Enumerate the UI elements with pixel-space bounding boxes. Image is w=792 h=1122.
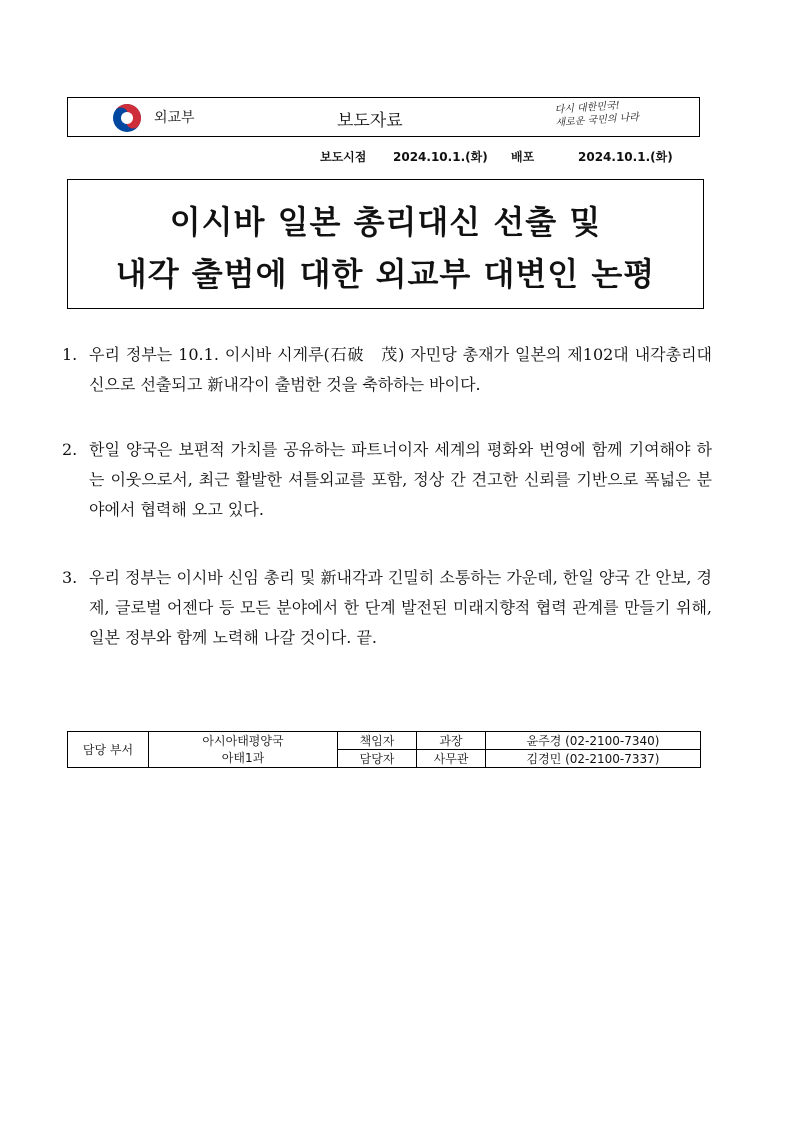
dept-label-cell: 담당 부서 [68,732,149,768]
paragraph-number: 3. [62,568,78,587]
paragraph-3 [62,563,712,653]
paragraph-1 [62,340,712,400]
release-time-value: 2024.10.1.(화) [393,150,488,164]
slogan-line-1: 다시 대한민국! [554,100,621,116]
dept-name-cell [149,732,338,768]
dept-line-1: 아시아태평양국 [202,733,284,748]
doc-type: 보도자료 [337,111,403,131]
role-cell: 담당자 [338,750,417,768]
slogan-line-2: 새로운 국민의 나라 [555,112,640,129]
contact-table [67,731,701,768]
header-box [67,97,700,137]
distribution-label: 배포 [511,150,535,164]
role-cell: 책임자 [338,732,417,750]
paragraph-number: 2. [62,440,78,459]
person-cell: 김경민 (02-2100-7337) [486,750,701,768]
paragraph-number: 1. [62,345,78,364]
title-line-2: 내각 출범에 대한 외교부 대변인 논평 [115,255,656,293]
org-name: 외교부 [154,110,195,126]
paragraph-text: 한일 양국은 보편적 가치를 공유하는 파트너이자 세계의 평화와 번영에 함께 기여해야 하는 이웃으로서, 최근 활발한 셔틀외교를 포함, 정상 간 견고한 신뢰를 기반으로 폭넓은 분야에서 협력해 오고 있다. [89,440,712,519]
taegeuk-logo-icon [112,103,142,133]
position-cell: 사무관 [417,750,486,768]
title-box [67,179,704,309]
position-cell: 과장 [417,732,486,750]
dept-line-2: 아태1과 [221,750,265,765]
person-cell: 윤주경 (02-2100-7340) [486,732,701,750]
release-time-label: 보도시점 [320,150,367,164]
slogan [554,98,639,130]
distribution-value: 2024.10.1.(화) [578,150,673,164]
paragraph-2 [62,435,712,525]
paragraph-text: 우리 정부는 이시바 신임 총리 및 新내각과 긴밀히 소통하는 가운데, 한일 양국 간 안보, 경제, 글로벌 어젠다 등 모든 분야에서 한 단계 발전된 미래지향적 협력 관계를 만들기 위해, 일본 정부와 함께 노력해 나갈 것이다. 끝. [89,568,712,647]
table-row [68,732,701,750]
paragraph-text: 우리 정부는 10.1. 이시바 시게루(石破 茂) 자민당 총재가 일본의 제102대 내각총리대신으로 선출되고 新내각이 출범한 것을 축하하는 바이다. [89,345,712,394]
title-line-1: 이시바 일본 총리대신 선출 및 [169,203,602,241]
